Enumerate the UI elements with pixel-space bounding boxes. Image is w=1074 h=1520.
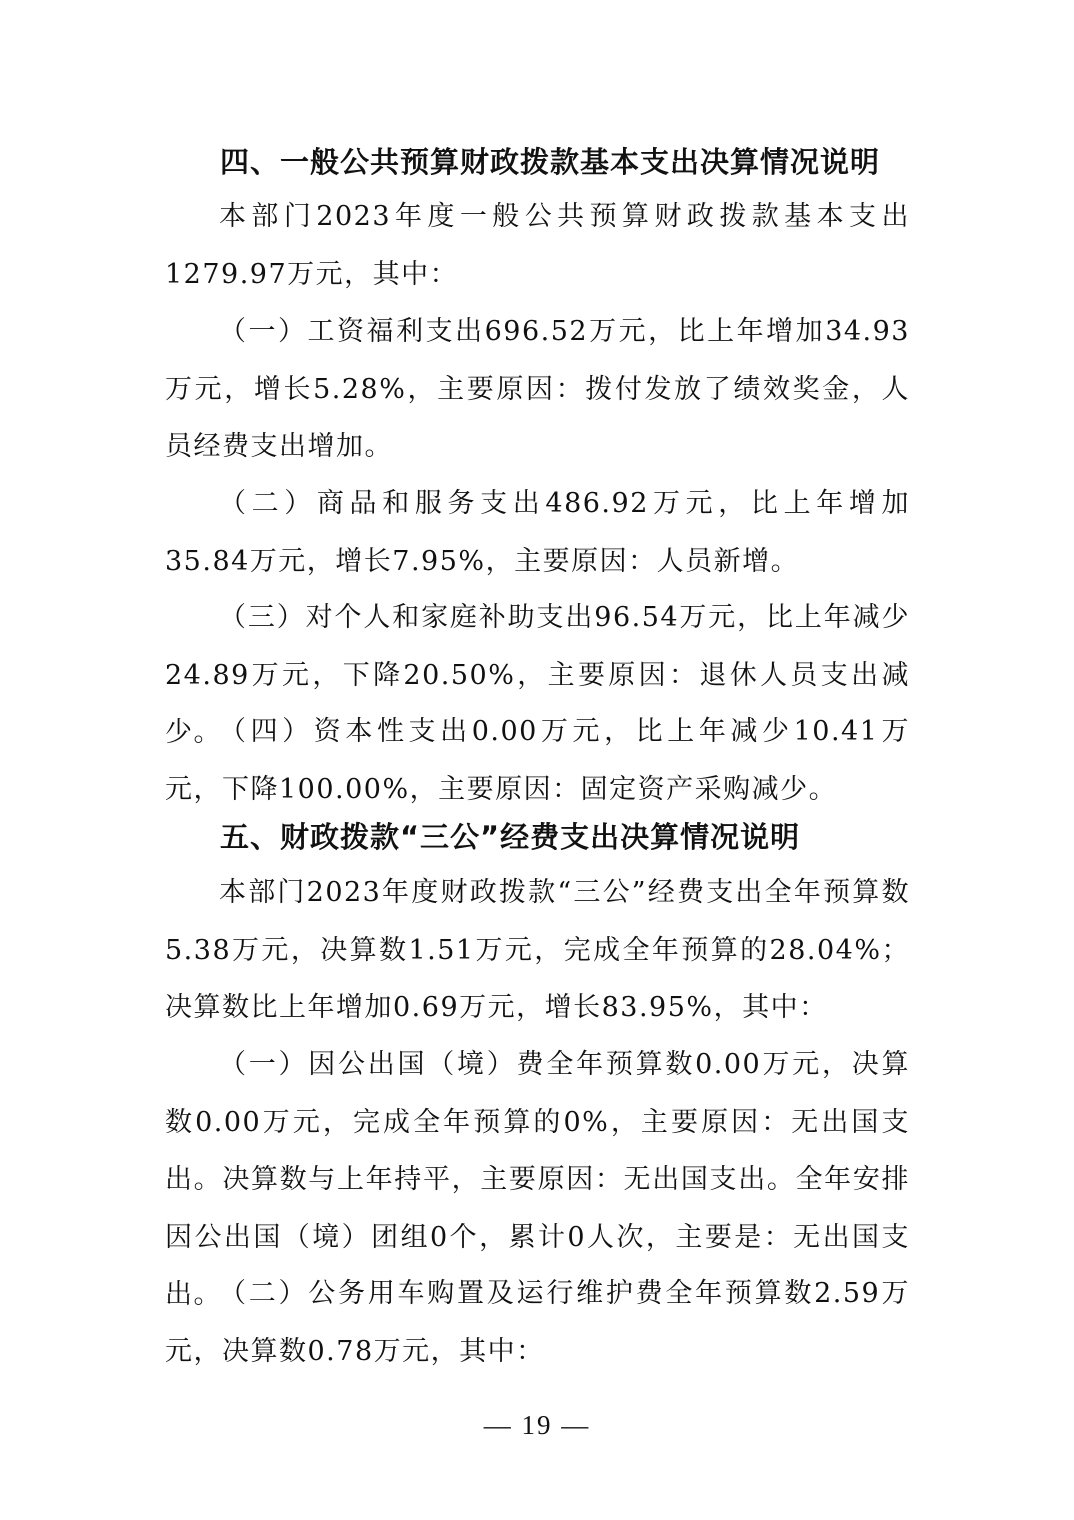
section-4-item-2: （二）商品和服务支出486.92万元，比上年增加35.84万元，增长7.95%，主要原因：人员新增。 — [165, 488, 910, 577]
section-5-item-2: （二）公务用车购置及运行维护费全年预算数2.59万元，决算数0.78万元，其中： — [165, 1278, 910, 1367]
page-number: — 19 — — [483, 1410, 591, 1440]
section-4-item-3: （三）对个人和家庭补助支出96.54万元，比上年减少24.89万元，下降20.50%，主要原因：退休人员支出减少。 — [165, 602, 910, 748]
section-5-item-1: （一）因公出国（境）费全年预算数0.00万元，决算数0.00万元，完成全年预算的0%，主要原因：无出国支出。决算数与上年持平，主要原因：无出国支出。全年安排因公出国（境）团组0个，累计0人次，主要是：无出国支出。 — [165, 1049, 910, 1310]
section-4-heading: 四、一般公共预算财政拨款基本支出决算情况说明 — [220, 145, 881, 179]
section-5-intro: 本部门2023年度财政拨款“三公”经费支出全年预算数5.38万元，决算数1.51万元，完成全年预算的28.04%；决算数比上年增加0.69万元，增长83.95%，其中： — [165, 877, 910, 1023]
section-5-heading: 五、财政拨款“三公”经费支出决算情况说明 — [220, 820, 801, 854]
section-4-intro: 本部门2023年度一般公共预算财政拨款基本支出1279.97万元，其中： — [165, 201, 910, 290]
section-4-item-1: （一）工资福利支出696.52万元，比上年增加34.93万元，增长5.28%，主要原因：拨付发放了绩效奖金，人员经费支出增加。 — [165, 316, 910, 462]
section-4-item-4: （四）资本性支出0.00万元，比上年减少10.41万元，下降100.00%，主要原因：固定资产采购减少。 — [165, 716, 910, 805]
